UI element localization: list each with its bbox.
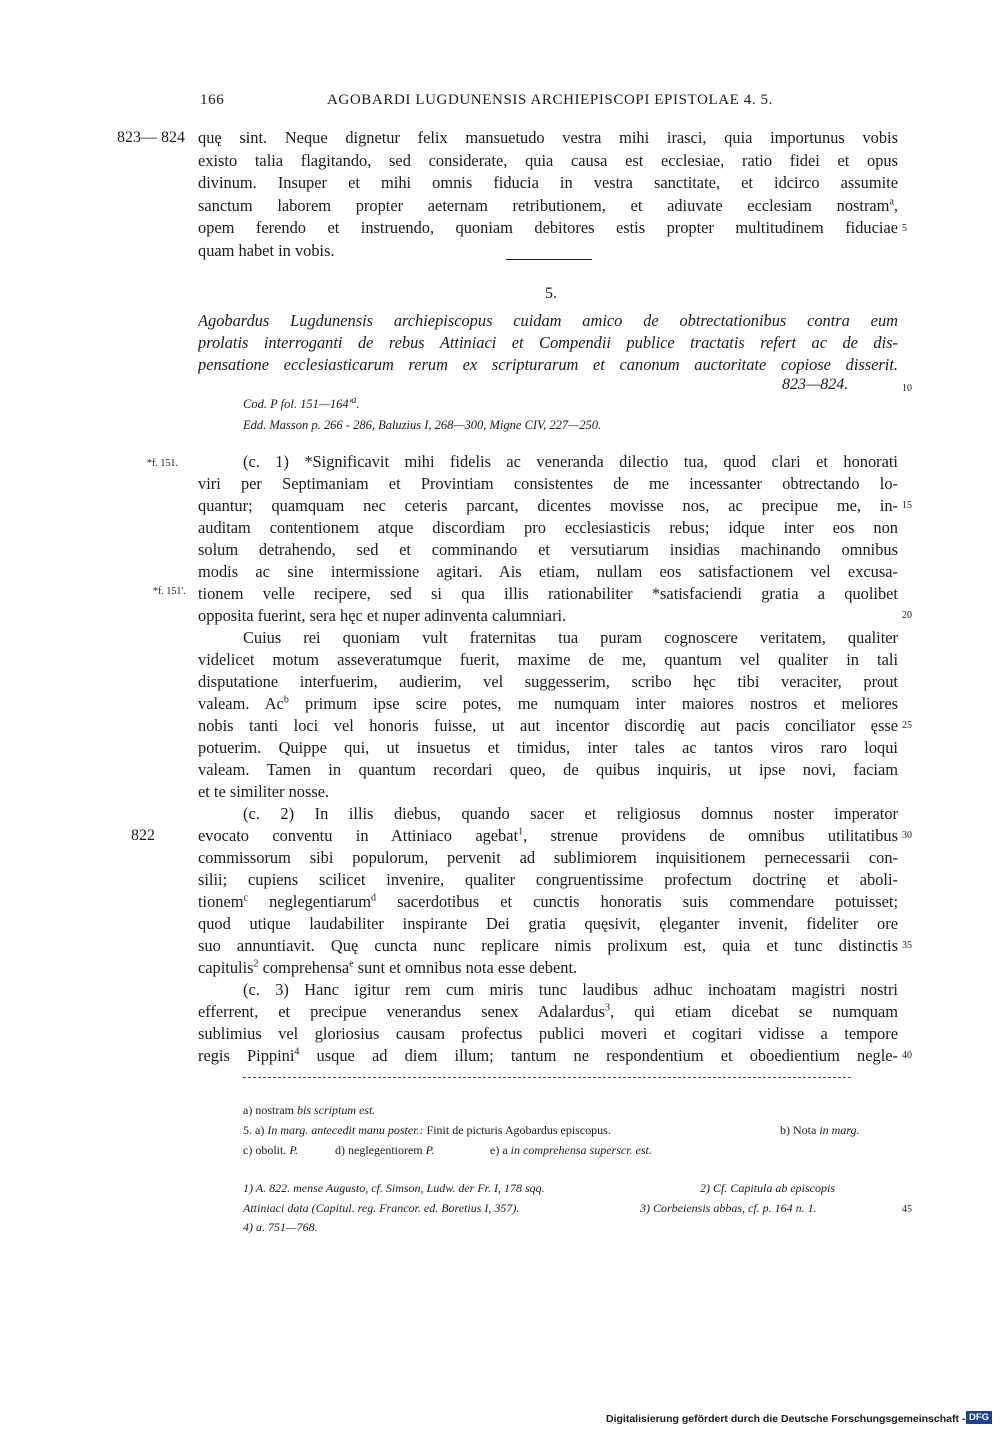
prev-line-4: [198, 195, 898, 218]
body-line-28: [198, 1045, 898, 1068]
body-line-22: quod utique laudabiliter inspirante Dei gratia quęsivit, ęleganter invenit, fideliter ore: [198, 914, 898, 933]
footnote-e-text: a: [502, 1143, 508, 1157]
footnote-c-note: P.: [289, 1143, 299, 1157]
line-number-15: 15: [902, 500, 912, 511]
body-line-12-rest: primum ipse scire potes, me numquam inter maiores nostros et meliores: [288, 694, 898, 713]
line-number-45: 45: [902, 1204, 912, 1215]
note-mark-2: 2: [253, 958, 259, 970]
dfg-logo: DFG: [966, 1411, 992, 1424]
footnote-5a: [243, 1122, 611, 1138]
footnote-3: 3) Corbeiensis abbas, cf. p. 164 n. 1.: [640, 1201, 817, 1215]
folio-mark-151v: *f. 151'.: [153, 586, 186, 597]
footnote-4: 4) a. 751—768.: [243, 1220, 318, 1234]
body-line-26-text: efferrent, et precipue venerandus senex Adalardus: [198, 1002, 605, 1021]
body-line-26: [198, 1001, 898, 1024]
footnote-b-note: in marg.: [819, 1123, 860, 1137]
folio-mark-151: *f. 151.: [147, 458, 178, 469]
letter-date: 823—824.: [782, 376, 849, 393]
body-line-18-rest: , strenue providens de omnibus utilitatibus: [523, 826, 898, 845]
body-line-20: silii; cupiens scilicet invenire, qualiter congruentissime profectum doctrinę et aboli-: [198, 870, 898, 889]
editions-reference: Edd. Masson p. 266 - 286, Baluzius I, 268—300, Migne CIV, 227—250.: [243, 418, 602, 432]
footnote-5a-text: Finit de picturis Agobardus episcopus.: [426, 1123, 611, 1137]
footnote-d-note: P.: [425, 1143, 435, 1157]
note-mark-e: e: [349, 958, 354, 970]
line-number-5: 5: [902, 223, 907, 234]
prev-line-4-text: sanctum laborem propter aeternam retributionem, et adiuvate ecclesiam nostram: [198, 195, 890, 215]
body-line-27: sublimius vel gloriosius causam profectus publici moveri et cogitari vidisse a tempore: [198, 1024, 898, 1043]
footnote-c-text: obolit.: [255, 1143, 287, 1157]
footnote-5-label: 5.: [243, 1123, 252, 1137]
body-line-21: [198, 891, 898, 914]
note-mark-3: 3: [604, 1002, 610, 1014]
body-line-9: Cuius rei quoniam vult fraternitas tua puram cognoscere veritatem, qualiter: [243, 628, 898, 647]
body-line-28-rest: usque ad diem illum; tantum ne respondentium et oboedientium negle-: [299, 1046, 898, 1065]
body-line-8: opposita fuerint, sera hęc et nuper adinventa calumniari.: [198, 606, 567, 625]
page-number: 166: [200, 92, 225, 108]
body-line-24-text: capitulis: [198, 958, 254, 977]
footnote-mark-a: a: [889, 196, 894, 208]
body-line-21-mid: neglegentiarum: [247, 892, 372, 911]
body-line-26-rest: , qui etiam dicebat se numquam: [609, 1002, 898, 1021]
body-line-18: [198, 825, 898, 848]
footnote-e: [490, 1142, 652, 1158]
digitization-credit: Digitalisierung gefördert durch die Deutsche Forschungsgemeinschaft -: [606, 1413, 966, 1425]
footnote-e-label: e): [490, 1143, 500, 1157]
line-number-40: 40: [902, 1050, 912, 1061]
margin-year: 822: [131, 827, 155, 844]
body-line-1: (c. 1) *Significavit mihi fidelis ac veneranda dilectio tua, quod clari et honorati: [243, 452, 898, 471]
note-mark-b: b: [283, 694, 289, 706]
footnote-1: 1) A. 822. mense Augusto, cf. Simson, Ludw. der Fr. I, 178 sqq.: [243, 1181, 545, 1195]
body-line-12-text: valeam. Ac: [198, 694, 284, 713]
note-mark-c: c: [243, 892, 248, 904]
footnote-b: [780, 1122, 860, 1138]
footnote-2-cont: Attiniaci data (Capitul. reg. Francor. ed. Boretius I, 357).: [243, 1201, 520, 1215]
body-line-14: potuerim. Quippe qui, ut insuetus et timidus, inter tales ac tantos viros raro loqui: [198, 738, 898, 757]
footnote-d-text: neglegentiorem: [348, 1143, 423, 1157]
date-margin: 823— 824: [117, 129, 185, 146]
note-mark-4: 4: [294, 1046, 300, 1058]
codex-tail: .: [356, 397, 360, 411]
prev-line-6: quam habet in vobis.: [198, 240, 335, 260]
line-number-25: 25: [902, 720, 912, 731]
body-line-24: [198, 957, 898, 980]
footnote-a-text: nostram: [255, 1103, 294, 1117]
line-number-30: 30: [902, 830, 912, 841]
footnote-b-label: b): [780, 1123, 790, 1137]
footnote-a-note: bis scriptum est.: [297, 1103, 376, 1117]
body-line-5: solum detrahendo, sed et comminando et versutiarum insidias machinando omnibus: [198, 540, 898, 559]
footnote-a: [243, 1102, 375, 1118]
codex-reference: [243, 394, 360, 412]
footnote-c-label: c): [243, 1143, 253, 1157]
body-line-12: [198, 693, 898, 716]
letter-number: 5.: [545, 285, 557, 302]
section-divider: [506, 259, 592, 260]
body-line-6: modis ac sine intermissione agitari. Ais etiam, nullam eos satisfactionem vel excusa-: [198, 562, 898, 581]
body-line-2: viri per Septimaniam et Provintiam consistentes de me incessanter obtrectando lo-: [198, 474, 898, 493]
prev-line-3: divinum. Insuper et mihi omnis fiducia in vestra sanctitate, et idcirco assumite: [198, 173, 898, 192]
line-number-10: 10: [902, 383, 912, 394]
body-line-24-rest: sunt et omnibus nota esse debent.: [353, 958, 578, 977]
body-line-24-mid: comprehensa: [258, 958, 350, 977]
footnote-c: [243, 1142, 298, 1158]
summary-line-2: prolatis interroganti de rebus Attiniaci et Compendii publice tractatis refert ac de dis-: [198, 333, 898, 352]
footnote-b-text: Nota: [793, 1123, 817, 1137]
footnote-d: [335, 1142, 434, 1158]
body-line-17: (c. 2) In illis diebus, quando sacer et religiosus domnus noster imperator: [243, 804, 898, 823]
footnote-2: 2) Cf. Capitula ab episcopis: [700, 1181, 835, 1195]
note-mark-1: 1: [518, 826, 524, 838]
footnote-e-note: in comprehensa superscr. est.: [510, 1143, 652, 1157]
footnote-5a-label: a): [255, 1123, 265, 1137]
body-line-7: tionem velle recipere, sed si qua illis rationabiliter *satisfaciendi gratia a quolibet: [198, 584, 898, 603]
line-number-20: 20: [902, 610, 912, 621]
summary-line-3: pensatione ecclesiasticarum rerum ex scripturarum et canonum auctoritate copiose disserit.: [198, 355, 898, 374]
footnote-5a-note: In marg. antecedit manu poster.:: [267, 1123, 424, 1137]
body-line-13: nobis tanti loci vel honoris fuisse, ut aut incentor discordię aut pacis conciliator ęsse: [198, 716, 898, 735]
body-line-28-text: regis Pippini: [198, 1046, 295, 1065]
prev-line-1: quę sint. Neque dignetur felix mansuetudo vestra mihi irasci, quia importunus vobis: [198, 128, 898, 147]
footnote-rule: [243, 1077, 851, 1078]
body-line-11: disputatione interfuerim, audierim, vel suggesserim, scribo hęc tibi veraciter, prout: [198, 672, 898, 691]
body-line-25: (c. 3) Hanc igitur rem cum miris tunc laudibus adhuc inchoatam magistri nostri: [243, 980, 898, 999]
body-line-10: videlicet motum asseveratumque fuerit, maxime de me, quantum vel qualiter in tali: [198, 650, 898, 669]
body-line-19: commissorum sibi populorum, pervenit ad sublimiorem inquisitionem pernecessarii con-: [198, 848, 898, 867]
body-line-4: auditam contentionem atque discordiam pro ecclesiasticis rebus; idque inter eos non: [198, 518, 898, 537]
body-line-18-text: evocato conventu in Attiniaco agebat: [198, 826, 519, 845]
body-line-21-rest: sacerdotibus et cunctis honoratis suis commendare potuisset;: [376, 892, 898, 911]
footnote-a-label: a): [243, 1103, 253, 1117]
body-line-15: valeam. Tamen in quantum recordari queo, de quibus inquiris, ut ipse novi, faciam: [198, 760, 898, 779]
prev-line-2: existo talia flagitando, sed considerate, quia causa est ecclesiae, ratio fidei et opus: [198, 150, 898, 170]
codex-note-mark: a: [351, 394, 357, 406]
body-line-23: suo annuntiavit. Quę cuncta nunc replicare nimis prolixum est, quia et tunc distinctis: [198, 936, 898, 955]
running-title: AGOBARDI LUGDUNENSIS ARCHIEPISCOPI EPISTOLAE 4. 5.: [327, 92, 774, 108]
footnote-d-label: d): [335, 1143, 345, 1157]
line-number-35: 35: [902, 940, 912, 951]
body-line-3: quantur; quamquam nec ceteris parcant, dicentes movisse nos, ac precipue me, in-: [198, 496, 898, 515]
body-line-21-text: tionem: [198, 892, 244, 911]
prev-line-4-tail: ,: [893, 195, 898, 215]
summary-line-1: Agobardus Lugdunensis archiepiscopus cuidam amico de obtrectationibus contra eum: [198, 311, 898, 330]
prev-line-5: opem ferendo et instruendo, quoniam debitores estis propter multitudinem fiduciae: [198, 218, 898, 237]
body-line-16: et te similiter nosse.: [198, 782, 330, 801]
codex-text: Cod. P fol. 151—164': [243, 397, 352, 411]
note-mark-d: d: [371, 892, 377, 904]
